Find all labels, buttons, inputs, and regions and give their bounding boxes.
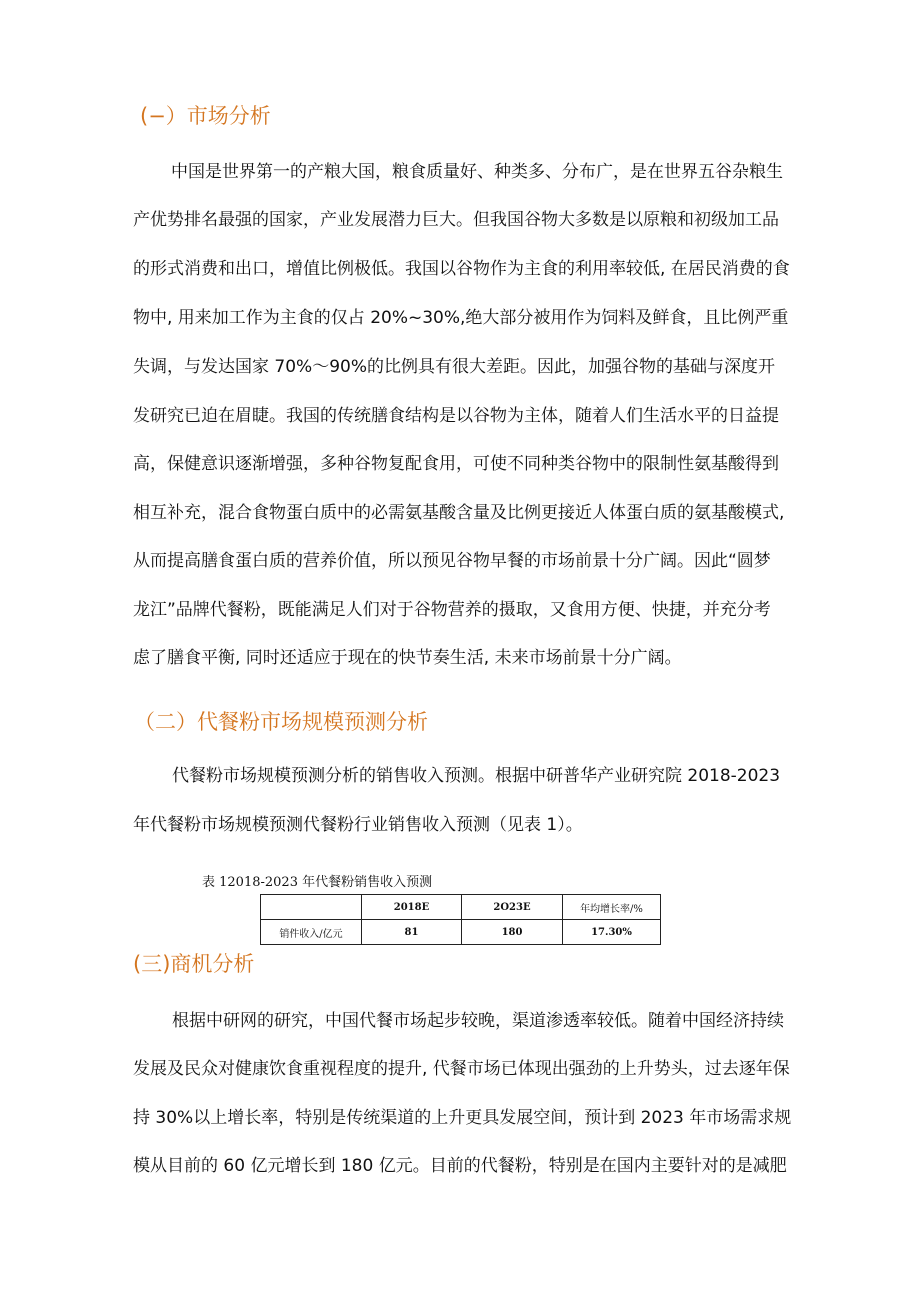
table-row xyxy=(261,920,661,945)
sales-forecast-table xyxy=(260,894,661,945)
paragraph-line: 从而提高膳食蛋白质的营养价值，所以预见谷物早餐的市场前景十分广阔。因此“圆梦 xyxy=(133,551,771,571)
table-header-cell: 年均增长率/% xyxy=(563,895,661,920)
paragraph-line: 虑了膳食平衡, 同时还适应于现在的快节奏生活, 未来市场前景十分广阔。 xyxy=(133,648,682,668)
paragraph-line: 代餐粉市场规模预测分析的销售收入预测。根据中研普华产业研究院 2018-2023 xyxy=(172,766,781,786)
paragraph-line: 的形式消费和出口，增值比例极低。我国以谷物作为主食的利用率较低, 在居民消费的食 xyxy=(133,259,790,279)
paragraph-line: 年代餐粉市场规模预测代餐粉行业销售收入预测（见表 1）。 xyxy=(133,815,583,835)
paragraph-line: 持 30%以上增长率，特别是传统渠道的上升更具发展空间，预计到 2023 年市场需求规 xyxy=(133,1108,792,1128)
paragraph-line: 相互补充，混合食物蛋白质中的必需氨基酸含量及比例更接近人体蛋白质的氨基酸模式, xyxy=(133,503,785,523)
table-header-row xyxy=(261,895,661,920)
table-caption: 表 12018-2023 年代餐粉销售收入预测 xyxy=(202,875,433,890)
paragraph-line: 发研究已迫在眉睫。我国的传统膳食结构是以谷物为主体，随着人们生活水平的日益提 xyxy=(133,406,779,426)
paragraph-line: 失调，与发达国家 70%～90%的比例具有很大差距。因此，加强谷物的基础与深度开 xyxy=(133,357,775,377)
paragraph-line: 高，保健意识逐渐增强，多种谷物复配食用，可使不同种类谷物中的限制性氨基酸得到 xyxy=(133,454,779,474)
table-header-cell: 2018E xyxy=(362,895,462,920)
table-header-cell: 2O23E xyxy=(462,895,563,920)
table-cell: 180 xyxy=(462,920,563,945)
table-cell: 17.30% xyxy=(563,920,661,945)
paragraph-line: 发展及民众对健康饮食重视程度的提升, 代餐市场已体现出强劲的上升势头，过去逐年保 xyxy=(133,1059,790,1079)
paragraph-line: 产优势排名最强的国家，产业发展潜力巨大。但我国谷物大多数是以原粮和初级加工品 xyxy=(133,210,779,230)
section-heading-market-size-forecast: （二）代餐粉市场规模预测分析 xyxy=(134,710,428,734)
table-header-cell xyxy=(261,895,362,920)
section-heading-market-analysis: (−）市场分析 xyxy=(140,104,271,128)
paragraph-line: 龙江”品牌代餐粉，既能满足人们对于谷物营养的摄取，又食用方便、快捷，并充分考 xyxy=(133,600,771,620)
paragraph-line: 模从目前的 60 亿元增长到 180 亿元。目前的代餐粉，特别是在国内主要针对的是减肥 xyxy=(133,1156,787,1176)
table-cell: 81 xyxy=(362,920,462,945)
paragraph-line: 物中, 用来加工作为主食的仅占 20%~30%,绝大部分被用作为饲料及鲜食，且比例严重 xyxy=(133,308,789,328)
table-row-label: 销件收入/亿元 xyxy=(261,920,362,945)
paragraph-line: 中国是世界第一的产粮大国，粮食质量好、种类多、分布广，是在世界五谷杂粮生 xyxy=(171,162,783,182)
section-heading-business-opportunity: (三)商机分析 xyxy=(133,952,255,976)
paragraph-line: 根据中研网的研究，中国代餐市场起步较晚，渠道渗透率较低。随着中国经济持续 xyxy=(172,1011,784,1031)
